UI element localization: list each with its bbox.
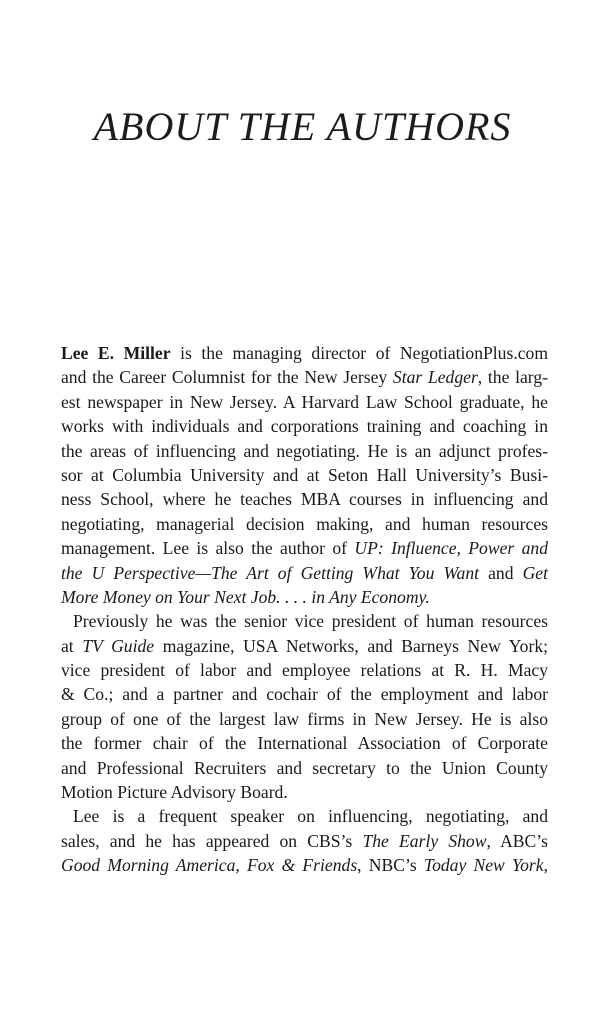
text-line bbox=[61, 463, 548, 487]
text-segment: , the larg- bbox=[477, 367, 548, 388]
author-bio-text bbox=[61, 341, 548, 878]
text-segment: and bbox=[479, 562, 523, 583]
text-line bbox=[61, 731, 548, 755]
italic-title: Today New York bbox=[423, 855, 544, 876]
italic-title: UP: Influence, Power and bbox=[354, 538, 549, 559]
text-segment: est newspaper in New Jersey. A Harvard Law School graduate, he bbox=[61, 391, 548, 412]
italic-title: The Early Show bbox=[362, 830, 487, 851]
text-line bbox=[61, 853, 548, 877]
text-line bbox=[61, 536, 548, 560]
page-title: ABOUT THE AUTHORS bbox=[93, 104, 512, 149]
text-segment: works with individuals and corporations training and coaching in bbox=[61, 416, 548, 437]
text-line bbox=[61, 365, 548, 389]
italic-title: More Money on Your Next Job. . . . in Any Economy. bbox=[61, 586, 430, 607]
text-segment: and the Career Columnist for the New Jersey bbox=[61, 367, 393, 388]
text-segment: management. Lee is also the author of bbox=[61, 538, 355, 559]
text-segment: , NBC’s bbox=[357, 855, 424, 876]
text-line bbox=[61, 756, 548, 780]
text-segment: negotiating, managerial decision making, and human resources bbox=[61, 513, 548, 534]
text-segment: Lee is a frequent speaker on influencing, negotiating, and bbox=[73, 806, 548, 827]
italic-title: Star Ledger bbox=[392, 367, 478, 388]
text-line bbox=[61, 682, 548, 706]
text-line bbox=[61, 585, 548, 609]
text-line bbox=[61, 487, 548, 511]
author-name: Lee E. Miller bbox=[61, 343, 171, 363]
text-segment: at bbox=[61, 635, 83, 656]
text-segment: magazine, USA Networks, and Barneys New York; bbox=[154, 635, 548, 656]
italic-title: Get bbox=[522, 562, 548, 583]
text-segment: Motion Picture Advisory Board. bbox=[61, 782, 288, 803]
text-segment: and Professional Recruiters and secretary to the Union County bbox=[61, 757, 548, 778]
text-line bbox=[61, 804, 548, 828]
text-segment: & Co.; and a partner and cochair of the employment and labor bbox=[61, 684, 548, 705]
text-line bbox=[61, 341, 548, 365]
text-segment: the former chair of the International Association of Corporate bbox=[61, 733, 548, 754]
text-line bbox=[61, 658, 548, 682]
text-line bbox=[61, 780, 548, 804]
text-line bbox=[61, 390, 548, 414]
text-segment: , ABC’s bbox=[486, 830, 548, 851]
text-segment: sales, and he has appeared on CBS’s bbox=[61, 830, 363, 851]
text-line bbox=[61, 414, 548, 438]
text-line bbox=[61, 707, 548, 731]
text-segment: group of one of the largest law firms in New Jersey. He is also bbox=[61, 708, 548, 729]
italic-title: TV Guide bbox=[82, 635, 155, 656]
text-segment: vice president of labor and employee relations at R. H. Macy bbox=[61, 660, 548, 681]
text-line bbox=[61, 512, 548, 536]
text-line bbox=[61, 609, 548, 633]
italic-title: the U Perspective—The Art of Getting What You Want bbox=[61, 562, 480, 583]
text-line bbox=[61, 829, 548, 853]
text-segment: sor at Columbia University and at Seton Hall University’s Busi- bbox=[61, 464, 548, 485]
text-segment: the areas of influencing and negotiating. He is an adjunct profes- bbox=[61, 440, 548, 461]
text-segment: , bbox=[543, 855, 548, 876]
text-segment: is the managing director of NegotiationPlus.com bbox=[170, 343, 549, 363]
text-line bbox=[61, 634, 548, 658]
text-segment: ness School, where he teaches MBA courses in influencing and bbox=[61, 489, 548, 510]
text-line bbox=[61, 561, 548, 585]
text-segment: Previously he was the senior vice president of human resources bbox=[73, 611, 548, 632]
text-line bbox=[61, 439, 548, 463]
italic-title: Good Morning America, Fox & Friends bbox=[61, 855, 358, 876]
